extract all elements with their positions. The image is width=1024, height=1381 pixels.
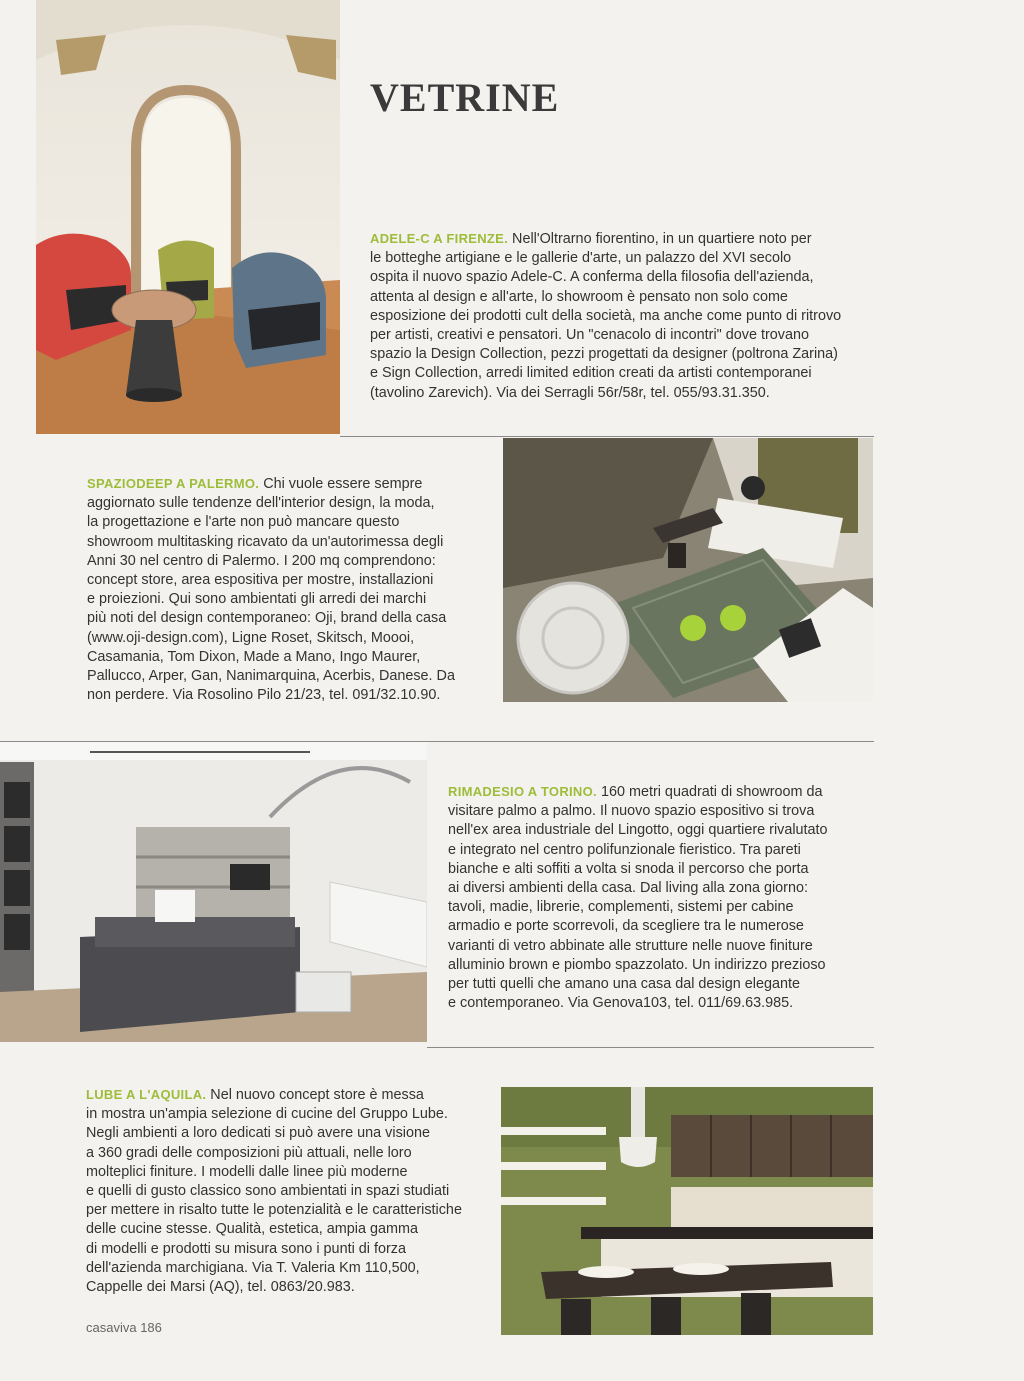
page-footer: casaviva 186 (86, 1320, 162, 1335)
photo-spaziodeep-showroom (503, 438, 873, 702)
article-heading: ADELE-C A FIRENZE. (370, 231, 509, 246)
section-title: VETRINE (370, 75, 560, 120)
article-heading: RIMADESIO A TORINO. (448, 784, 597, 799)
section-divider (427, 1047, 874, 1048)
article-rimadesio: RIMADESIO A TORINO. 160 metri quadrati di showroom da visitare palmo a palmo. Il nuovo spazio espositivo si trova nell'ex area industriale del Lingotto, oggi quartiere rivalutato e integrato nel centro polifunzionale fieristico. Tra pareti bianche e alti soffiti a volta si snoda il percorso che porta ai diversi ambienti della casa. Dal living alla zona giorno: tavoli, madie, librerie, complementi, sistemi per cabine armadio e porte scorrevoli, da scegliere tra le numerose varianti di vetro abbinate alle strutture nelle nuove finiture alluminio brown e piombo spazzolato. Un indirizzo prezioso per tutti quelli che amano una casa dal design elegante e contemporaneo. Via Genova103, tel. 011/69.63.985. (448, 784, 828, 1012)
article-lube: LUBE A L'AQUILA. Nel nuovo concept store è messa in mostra un'ampia selezione di cucine del Gruppo Lube. Negli ambienti a loro dedicati si può avere una visione a 360 gradi delle composizioni più attuali, nelle loro molteplici finiture. I modelli dalle linee più moderne e quelli di gusto classico sono ambientati in spazi studiati per mettere in risalto tutte le potenzialità e le caratteristiche delle cucine stesse. Qualità, estetica, ampia gamma di modelli e prodotti su misura sono i punti di forza dell'azienda marchigiana. Via T. Valeria Km 110,500, Cappelle dei Marsi (AQ), tel. 0863/20.983. (86, 1087, 462, 1296)
article-heading: LUBE A L'AQUILA. (86, 1087, 207, 1102)
photo-rimadesio-showroom (0, 742, 427, 1042)
section-divider (340, 436, 874, 437)
article-heading: SPAZIODEEP A PALERMO. (87, 476, 260, 491)
photo-adele-c-showroom (36, 0, 340, 434)
article-spaziodeep: SPAZIODEEP A PALERMO. Chi vuole essere sempre aggiornato sulle tendenze dell'interior design, la moda, la progettazione e l'arte non può mancare questo showroom multitasking ricavato da un'autorimessa degli Anni 30 nel centro di Palermo. I 200 mq comprendono: concept store, area espositiva per mostre, installazioni e proiezioni. Qui sono ambientati gli arredi dei marchi più noti del design contemporaneo: Oji, brand della casa (www.oji-design.com), Ligne Roset, Skitsch, Moooi, Casamania, Tom Dixon, Made a Mano, Ingo Maurer, Pallucco, Arper, Gan, Nanimarquina, Acerbis, Danese. Da non perdere. Via Rosolino Pilo 21/23, tel. 091/32.10.90. (87, 476, 455, 704)
photo-lube-kitchen (501, 1087, 873, 1335)
article-adele-c: ADELE-C A FIRENZE. Nell'Oltrarno fiorentino, in un quartiere noto per le botteghe artigiane e le gallerie d'arte, un palazzo del XVI secolo ospita il nuovo spazio Adele-C. A conferma della filosofia dell'azienda, attenta al design e all'arte, lo showroom è pensato non solo come esposizione dei prodotti cult della società, ma anche come punto di ritrovo per artisti, creativi e pensatori. Un "cenacolo di incontri" dove trovano spazio la Design Collection, pezzi progettati da designer (poltrona Zarina) e Sign Collection, arredi limited edition creati da artisti contemporanei (tavolino Zarevich). Via dei Serragli 56r/58r, tel. 055/93.31.350. (370, 231, 842, 401)
